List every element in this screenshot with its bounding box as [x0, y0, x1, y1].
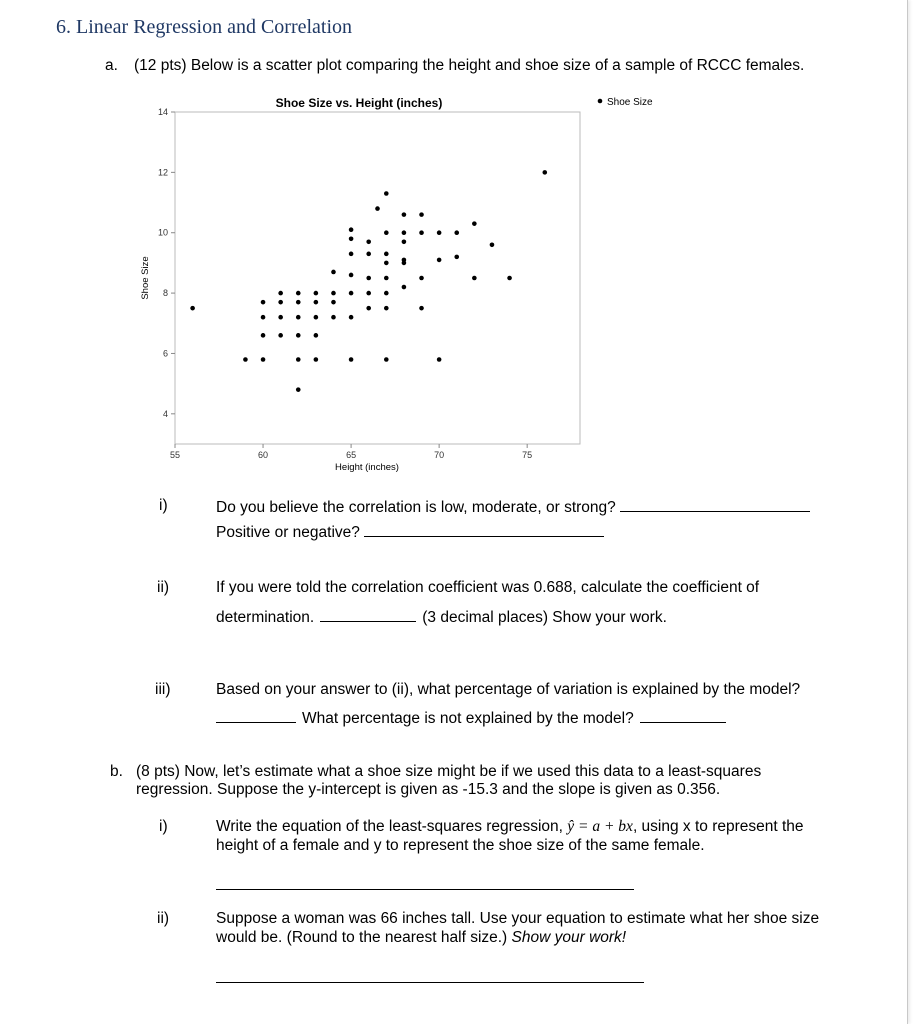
data-point [314, 300, 319, 305]
data-point [331, 270, 336, 275]
data-point [402, 261, 407, 266]
y-tick-label: 10 [157, 227, 168, 238]
data-point [314, 291, 319, 296]
data-point [507, 276, 512, 281]
data-points [190, 170, 547, 392]
data-point [261, 333, 266, 338]
data-point [331, 300, 336, 305]
data-point [331, 291, 336, 296]
data-point [278, 291, 283, 296]
data-point [437, 357, 442, 362]
a-q1-number: i) [159, 497, 168, 514]
a-q3-text: What percentage is not explained by the model? [302, 710, 634, 727]
y-tick-label: 6 [162, 348, 168, 359]
x-tick-label: 55 [169, 450, 181, 460]
data-point [402, 285, 407, 290]
data-point [384, 357, 389, 362]
data-point [472, 276, 477, 281]
data-point [278, 300, 283, 305]
data-point [366, 276, 371, 281]
data-point [296, 357, 301, 362]
data-point [261, 357, 266, 362]
section-heading: 6. Linear Regression and Correlation [56, 16, 353, 38]
part-a-letter: a. [105, 57, 118, 74]
data-point [384, 261, 389, 266]
data-point [542, 170, 547, 175]
b-q1-text-cont: , using x to represent the [632, 818, 804, 835]
y-axis-ticks [158, 107, 175, 419]
data-point [296, 333, 301, 338]
data-point [314, 357, 319, 362]
part-a-text: (12 pts) Below is a scatter plot comparing the height and shoe size of a sample of RCCC females. [134, 57, 805, 74]
a-q3-not-explained-blank[interactable] [640, 708, 726, 723]
regression-equation: ŷ = a + bx [567, 818, 633, 835]
a-q2-line1: If you were told the correlation coefficient was 0.688, calculate the coefficient of [216, 579, 760, 596]
data-point [261, 300, 266, 305]
a-q1-line1 [216, 497, 810, 517]
data-point [384, 306, 389, 311]
b-q2-text: would be. (Round to the nearest half size.) [216, 929, 508, 946]
a-q1-sign-text: Positive or negative? [216, 524, 360, 541]
data-point [384, 230, 389, 235]
b-q2-line2 [216, 929, 626, 947]
data-point [375, 206, 380, 211]
b-q2-number: ii) [157, 910, 170, 927]
data-point [296, 387, 301, 392]
data-point [454, 255, 459, 260]
data-point [278, 333, 283, 338]
a-q3-line2 [216, 708, 726, 728]
data-point [261, 315, 266, 320]
x-tick-label: 65 [346, 450, 357, 460]
part-b-letter: b. [110, 763, 123, 780]
data-point [384, 276, 389, 281]
b-q1-text: Write the equation of the least-squares regression, [216, 818, 563, 835]
b-q1-line2: height of a female and y to represent the shoe size of the same female. [216, 837, 705, 854]
b-q1-number: i) [159, 818, 168, 835]
plot-frame [175, 112, 580, 444]
data-point [349, 315, 354, 320]
data-point [454, 230, 459, 235]
data-point [384, 252, 389, 257]
a-q3-explained-blank[interactable] [216, 708, 296, 723]
data-point [314, 333, 319, 338]
data-point [296, 315, 301, 320]
data-point [366, 252, 371, 257]
data-point [437, 230, 442, 235]
data-point [402, 212, 407, 217]
data-point [278, 315, 283, 320]
a-q3-line1: Based on your answer to (ii), what percentage of variation is explained by the model? [216, 681, 801, 698]
x-tick-label: 75 [522, 450, 533, 460]
a-q2-instructions: (3 decimal places) Show your work. [422, 609, 667, 626]
a-q3-number: iii) [155, 681, 171, 698]
data-point [419, 230, 424, 235]
data-point [349, 357, 354, 362]
y-tick-label: 4 [162, 408, 168, 419]
chart-title: Shoe Size vs. Height (inches) [275, 96, 443, 110]
a-q2-line2 [216, 607, 667, 627]
data-point [243, 357, 248, 362]
data-point [349, 227, 354, 232]
y-tick-label: 14 [157, 107, 168, 117]
data-point [349, 236, 354, 241]
data-point [366, 239, 371, 244]
data-point [349, 291, 354, 296]
data-point [349, 273, 354, 278]
a-q1-sign-blank[interactable] [364, 522, 604, 537]
part-b-line1: (8 pts) Now, let’s estimate what a shoe size might be if we used this data to a least-squares [136, 763, 762, 780]
data-point [349, 252, 354, 257]
data-point [296, 291, 301, 296]
data-point [331, 315, 336, 320]
y-tick-label: 12 [157, 167, 168, 178]
data-point [366, 291, 371, 296]
x-tick-label: 70 [434, 450, 445, 460]
data-point [314, 315, 319, 320]
data-point [296, 300, 301, 305]
scatter-plot [110, 88, 670, 478]
legend-marker [598, 99, 603, 104]
data-point [366, 306, 371, 311]
b-q2-line1: Suppose a woman was 66 inches tall. Use your equation to estimate what her shoe size [216, 910, 820, 927]
b-q1-answer-line[interactable] [216, 889, 634, 890]
b-q1-line1 [216, 818, 804, 836]
a-q1-line2 [216, 522, 604, 542]
data-point [419, 212, 424, 217]
data-point [419, 276, 424, 281]
b-q2-answer-line[interactable] [216, 982, 644, 983]
x-axis-ticks [170, 444, 532, 460]
data-point [190, 306, 195, 311]
y-axis-label: Shoe Size [140, 256, 151, 300]
b-q2-emphasis: Show your work! [511, 929, 627, 946]
legend-label: Shoe Size [607, 97, 653, 108]
a-q2-number: ii) [157, 579, 170, 596]
a-q1-answer-blank[interactable] [620, 497, 810, 512]
part-b-line2: regression. Suppose the y-intercept is given as -15.3 and the slope is given as 0.356. [136, 781, 721, 798]
data-point [472, 221, 477, 226]
y-tick-label: 8 [162, 288, 168, 299]
data-point [384, 191, 389, 196]
data-point [490, 243, 495, 248]
x-axis-label: Height (inches) [335, 462, 399, 473]
a-q2-answer-blank[interactable] [320, 607, 416, 622]
a-q1-text: Do you believe the correlation is low, moderate, or strong? [216, 499, 616, 516]
a-q2-text: determination. [216, 609, 315, 626]
data-point [419, 306, 424, 311]
data-point [402, 230, 407, 235]
data-point [402, 239, 407, 244]
data-point [384, 291, 389, 296]
data-point [437, 258, 442, 263]
x-tick-label: 60 [258, 450, 269, 460]
